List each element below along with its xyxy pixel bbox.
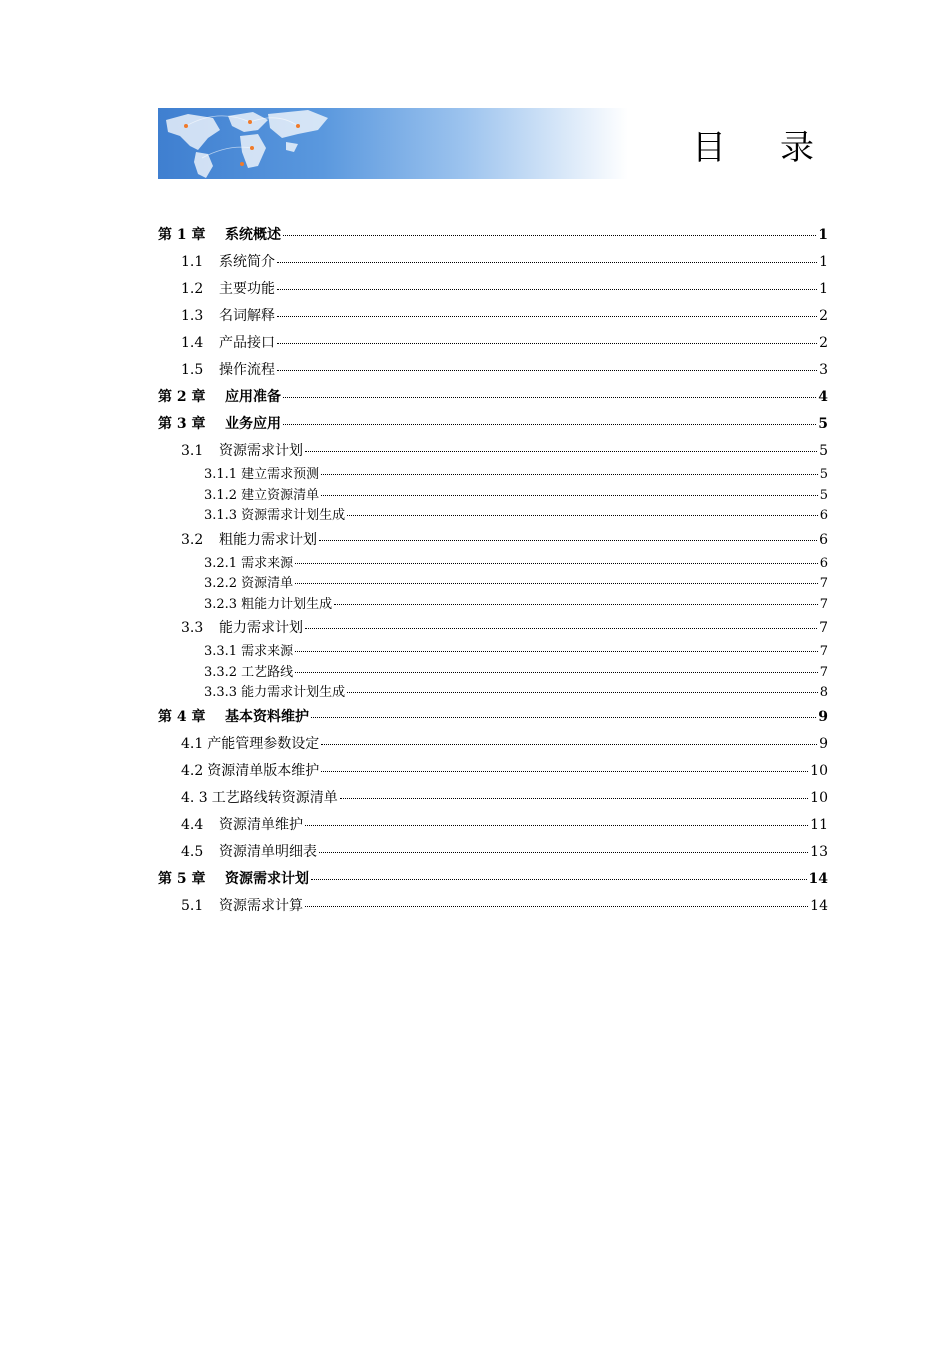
- toc-section-entry[interactable]: [158, 554, 828, 575]
- toc-page-number: 1: [819, 281, 828, 297]
- table-of-contents: [158, 222, 828, 920]
- toc-chapter-entry[interactable]: [158, 866, 828, 893]
- toc-page-number: 11: [810, 816, 828, 833]
- toc-entry-title: 粗能力计划生成: [241, 596, 333, 612]
- toc-section-entry[interactable]: [158, 249, 828, 276]
- toc-entry-number: 3.1.2: [204, 487, 238, 503]
- toc-chapter-entry[interactable]: [158, 384, 828, 411]
- world-map-icon: [158, 108, 628, 179]
- toc-section-entry[interactable]: [158, 615, 828, 642]
- toc-section-entry[interactable]: [158, 595, 828, 616]
- dot-leader: [321, 474, 818, 475]
- toc-entry-number: 3.3.2: [204, 664, 238, 680]
- toc-page-number: 3: [819, 362, 828, 378]
- toc-page-number: 14: [808, 870, 828, 887]
- toc-page-number: 5: [819, 467, 828, 482]
- toc-page-number: 10: [810, 789, 828, 806]
- toc-entry-number: 4.4: [181, 816, 204, 833]
- toc-entry-number: 3.3.1: [204, 644, 238, 659]
- dot-leader: [340, 798, 808, 799]
- toc-entry-number: 3.2.1: [204, 555, 238, 571]
- dot-leader: [295, 583, 818, 584]
- toc-entry-title: 资源需求计划: [219, 443, 303, 459]
- toc-entry-title: 产品接口: [219, 335, 275, 351]
- toc-section-entry[interactable]: [158, 465, 828, 486]
- toc-entry-number: 1.3: [181, 308, 204, 324]
- toc-entry-title: 操作流程: [219, 362, 275, 378]
- dot-leader: [277, 289, 817, 290]
- toc-page-number: 6: [819, 555, 828, 571]
- dot-leader: [283, 235, 816, 236]
- toc-entry-number: 第 5 章: [158, 870, 206, 887]
- toc-entry-title: 工艺路线转资源清单: [211, 789, 338, 806]
- toc-entry-number: 第 4 章: [158, 708, 206, 725]
- toc-page-number: 7: [819, 664, 828, 680]
- toc-entry-title: 资源需求计划: [225, 870, 309, 887]
- toc-section-entry[interactable]: [158, 683, 828, 704]
- toc-page-number: 2: [819, 335, 828, 351]
- dot-leader: [295, 651, 818, 652]
- toc-section-entry[interactable]: [158, 330, 828, 357]
- toc-page-number: 7: [819, 644, 828, 659]
- dot-leader: [295, 672, 818, 673]
- toc-section-entry[interactable]: [158, 303, 828, 330]
- toc-page-number: 5: [819, 443, 828, 459]
- toc-entry-number: 3.3.3: [204, 685, 238, 700]
- dot-leader: [283, 424, 816, 425]
- toc-page-number: 4: [818, 389, 828, 405]
- page-title: 目 录: [692, 128, 824, 168]
- dot-leader: [277, 262, 817, 263]
- toc-page-number: 8: [819, 685, 828, 700]
- toc-section-entry[interactable]: [158, 486, 828, 507]
- toc-entry-title: 应用准备: [225, 389, 281, 405]
- toc-section-entry[interactable]: [158, 812, 828, 839]
- toc-entry-title: 资源清单: [241, 576, 294, 591]
- toc-section-entry[interactable]: [158, 357, 828, 384]
- toc-page-number: 13: [810, 843, 828, 860]
- toc-entry-number: 1.5: [181, 362, 204, 378]
- dot-leader: [305, 906, 808, 907]
- toc-entry-number: 4. 3: [181, 789, 208, 806]
- toc-entry-title: 基本资料维护: [225, 708, 309, 725]
- toc-page-number: 14: [810, 897, 828, 914]
- dot-leader: [277, 343, 817, 344]
- dot-leader: [295, 563, 818, 564]
- dot-leader: [347, 692, 818, 693]
- toc-page-number: 7: [819, 576, 828, 591]
- toc-section-entry[interactable]: [158, 839, 828, 866]
- toc-page-number: 6: [819, 531, 828, 548]
- toc-section-entry[interactable]: [158, 276, 828, 303]
- dot-leader: [277, 316, 817, 317]
- toc-entry-title: 建立资源清单: [241, 487, 320, 503]
- toc-entry-title: 系统简介: [219, 254, 275, 270]
- dot-leader: [277, 370, 817, 371]
- toc-section-entry[interactable]: [158, 785, 828, 812]
- dot-leader: [311, 879, 807, 880]
- dot-leader: [319, 852, 808, 853]
- toc-entry-number: 4.5: [181, 843, 204, 860]
- dot-leader: [347, 515, 818, 516]
- toc-entry-title: 需求来源: [241, 644, 294, 659]
- toc-entry-number: 4.2: [181, 762, 204, 779]
- toc-chapter-entry[interactable]: [158, 704, 828, 731]
- toc-entry-number: 5.1: [181, 897, 204, 914]
- dot-leader: [311, 717, 816, 718]
- toc-entry-title: 业务应用: [225, 416, 281, 432]
- dot-leader: [319, 540, 817, 541]
- toc-section-entry[interactable]: [158, 574, 828, 595]
- toc-entry-title: 能力需求计划生成: [241, 685, 346, 700]
- toc-page-number: 7: [819, 596, 828, 612]
- toc-section-entry[interactable]: [158, 506, 828, 527]
- toc-entry-number: 第 1 章: [158, 227, 206, 243]
- toc-page-number: 6: [819, 508, 828, 523]
- dot-leader: [305, 825, 808, 826]
- toc-entry-number: 1.4: [181, 335, 204, 351]
- toc-page-number: 9: [818, 708, 828, 725]
- toc-page-number: 5: [819, 487, 828, 503]
- toc-entry-title: 主要功能: [219, 281, 275, 297]
- toc-section-entry[interactable]: [158, 663, 828, 684]
- toc-page-number: 7: [819, 620, 828, 636]
- header-banner: [158, 108, 628, 179]
- dot-leader: [321, 744, 817, 745]
- dot-leader: [321, 495, 818, 496]
- toc-page-number: 5: [818, 416, 828, 432]
- toc-entry-number: 3.3: [181, 620, 204, 636]
- toc-entry-number: 3.2: [181, 531, 204, 548]
- toc-entry-title: 资源需求计算: [219, 897, 303, 914]
- toc-entry-number: 1.2: [181, 281, 204, 297]
- toc-page-number: 1: [818, 227, 828, 243]
- toc-entry-number: 3.2.3: [204, 596, 238, 612]
- toc-entry-title: 工艺路线: [241, 664, 294, 680]
- toc-entry-title: 资源清单版本维护: [207, 762, 320, 779]
- toc-entry-number: 第 2 章: [158, 389, 206, 405]
- toc-page-number: 10: [810, 762, 828, 779]
- toc-entry-number: 3.1.3: [204, 508, 238, 523]
- toc-entry-number: 3.2.2: [204, 576, 238, 591]
- toc-entry-number: 3.1: [181, 443, 204, 459]
- toc-entry-title: 系统概述: [225, 227, 281, 243]
- dot-leader: [321, 771, 808, 772]
- toc-entry-title: 资源清单明细表: [219, 843, 317, 860]
- toc-entry-title: 粗能力需求计划: [219, 531, 317, 548]
- toc-entry-title: 需求来源: [241, 555, 294, 571]
- toc-section-entry[interactable]: [158, 758, 828, 785]
- toc-section-entry[interactable]: [158, 438, 828, 465]
- toc-section-entry[interactable]: [158, 893, 828, 920]
- dot-leader: [305, 451, 817, 452]
- toc-entry-title: 名词解释: [219, 308, 275, 324]
- toc-entry-title: 能力需求计划: [219, 620, 303, 636]
- dot-leader: [283, 397, 816, 398]
- toc-entry-title: 资源清单维护: [219, 816, 303, 833]
- toc-entry-number: 第 3 章: [158, 416, 206, 432]
- toc-section-entry[interactable]: [158, 731, 828, 758]
- toc-entry-number: 1.1: [181, 254, 204, 270]
- toc-page-number: 1: [819, 254, 828, 270]
- toc-entry-number: 3.1.1: [204, 467, 238, 482]
- toc-entry-title: 资源需求计划生成: [241, 508, 346, 523]
- toc-page-number: 2: [819, 308, 828, 324]
- toc-section-entry[interactable]: [158, 642, 828, 663]
- toc-chapter-entry[interactable]: [158, 222, 828, 249]
- toc-section-entry[interactable]: [158, 527, 828, 554]
- toc-entry-title: 产能管理参数设定: [207, 735, 320, 752]
- dot-leader: [334, 604, 818, 605]
- toc-page-number: 9: [819, 735, 828, 752]
- toc-entry-title: 建立需求预测: [241, 467, 320, 482]
- toc-entry-number: 4.1: [181, 735, 204, 752]
- toc-chapter-entry[interactable]: [158, 411, 828, 438]
- dot-leader: [305, 628, 817, 629]
